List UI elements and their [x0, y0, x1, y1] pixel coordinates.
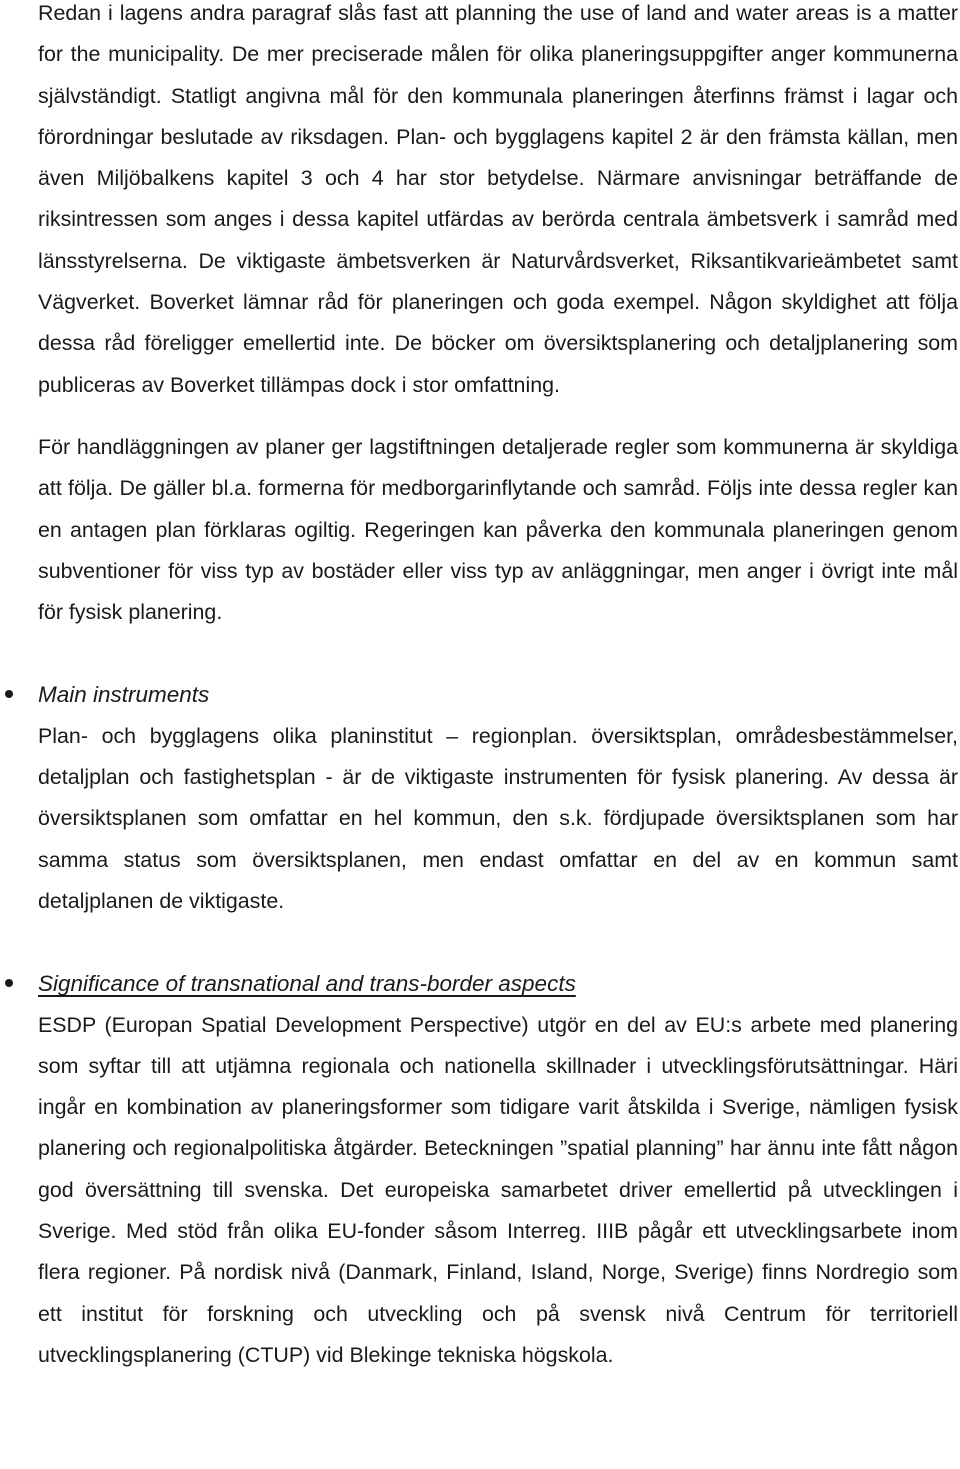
section-main-instruments	[38, 674, 958, 922]
section-heading-row	[38, 963, 958, 1004]
document-page	[38, 0, 958, 1376]
paragraph-planning-goals: Redan i lagens andra paragraf slås fast att planning the use of land and water areas is a matter for the municipality. De mer preciserade målen för olika planeringsuppgifter anger kommunerna självständigt. Statligt angivna mål för den kommunala planeringen återfinns främst i lagar och förordningar beslutade av riksdagen. Plan- och bygglagens kapitel 2 är den främsta källan, men även Miljöbalkens kapitel 3 och 4 har stor betydelse. Närmare anvisningar beträffande de riksintressen som anges i dessa kapitel utfärdas av berörda centrala ämbetsverk i samråd med länsstyrelserna. De viktigaste ämbetsverken är Naturvårdsverket, Riksantikvarieämbetet samt Vägverket. Boverket lämnar råd för planeringen och goda exempel. Någon skyldighet att följa dessa råd föreligger emellertid inte. De böcker om översiktsplanering och detaljplanering som publiceras av Boverket tillämpas dock i stor omfattning.	[38, 1, 958, 397]
paragraph-gap	[38, 406, 958, 427]
section-heading-row	[38, 674, 958, 715]
section-transnational-aspects	[38, 963, 958, 1376]
section-gap	[38, 633, 958, 674]
bullet-icon	[5, 979, 13, 987]
section-body: ESDP (Europan Spatial Development Perspective) utgör en del av EU:s arbete med planering som syftar till att utjämna regionala och nationella skillnader i utvecklingsförutsättningar. Häri ingår en kombination av planeringsformer som tidigare varit åtskilda i Sverige, nämligen fysisk planering och regionalpolitiska åtgärder. Beteckningen ”spatial planning” har ännu inte fått någon god översättning till svenska. Det europeiska samarbetet driver emellertid på utvecklingen i Sverige. Med stöd från olika EU-fonder såsom Interreg. IIIB pågår ett utvecklingsarbete inom flera regioner. På nordisk nivå (Danmark, Finland, Island, Norge, Sverige) finns Nordregio som ett institut för forskning och utveckling och på svensk nivå Centrum för territoriell utvecklingsplanering (CTUP) vid Blekinge tekniska högskola.	[38, 1012, 958, 1367]
bullet-icon	[5, 690, 13, 698]
section-body: Plan- och bygglagens olika planinstitut – regionplan. översiktsplan, områdesbestämmelser, detaljplan och fastighetsplan - är de viktigaste instrumenten för fysisk planering. Av dessa är översiktsplanen som omfattar en hel kommun, den s.k. fördjupade översiktsplanen som har samma status som översiktsplanen, men endast omfattar en del av en kommun samt detaljplanen de viktigaste.	[38, 723, 958, 913]
section-heading: Main instruments	[38, 682, 210, 708]
section-heading: Significance of transnational and trans-border aspects	[38, 971, 576, 997]
paragraph-plan-procedures: För handläggningen av planer ger lagstiftningen detaljerade regler som kommunerna är skyldiga att följa. De gäller bl.a. formerna för medborgarinflytande och samråd. Följs inte dessa regler kan en antagen plan förklaras ogiltig. Regeringen kan påverka den kommunala planeringen genom subventioner för viss typ av bostäder eller viss typ av anläggningar, men anger i övrigt inte mål för fysisk planering.	[38, 434, 958, 625]
section-gap	[38, 922, 958, 963]
